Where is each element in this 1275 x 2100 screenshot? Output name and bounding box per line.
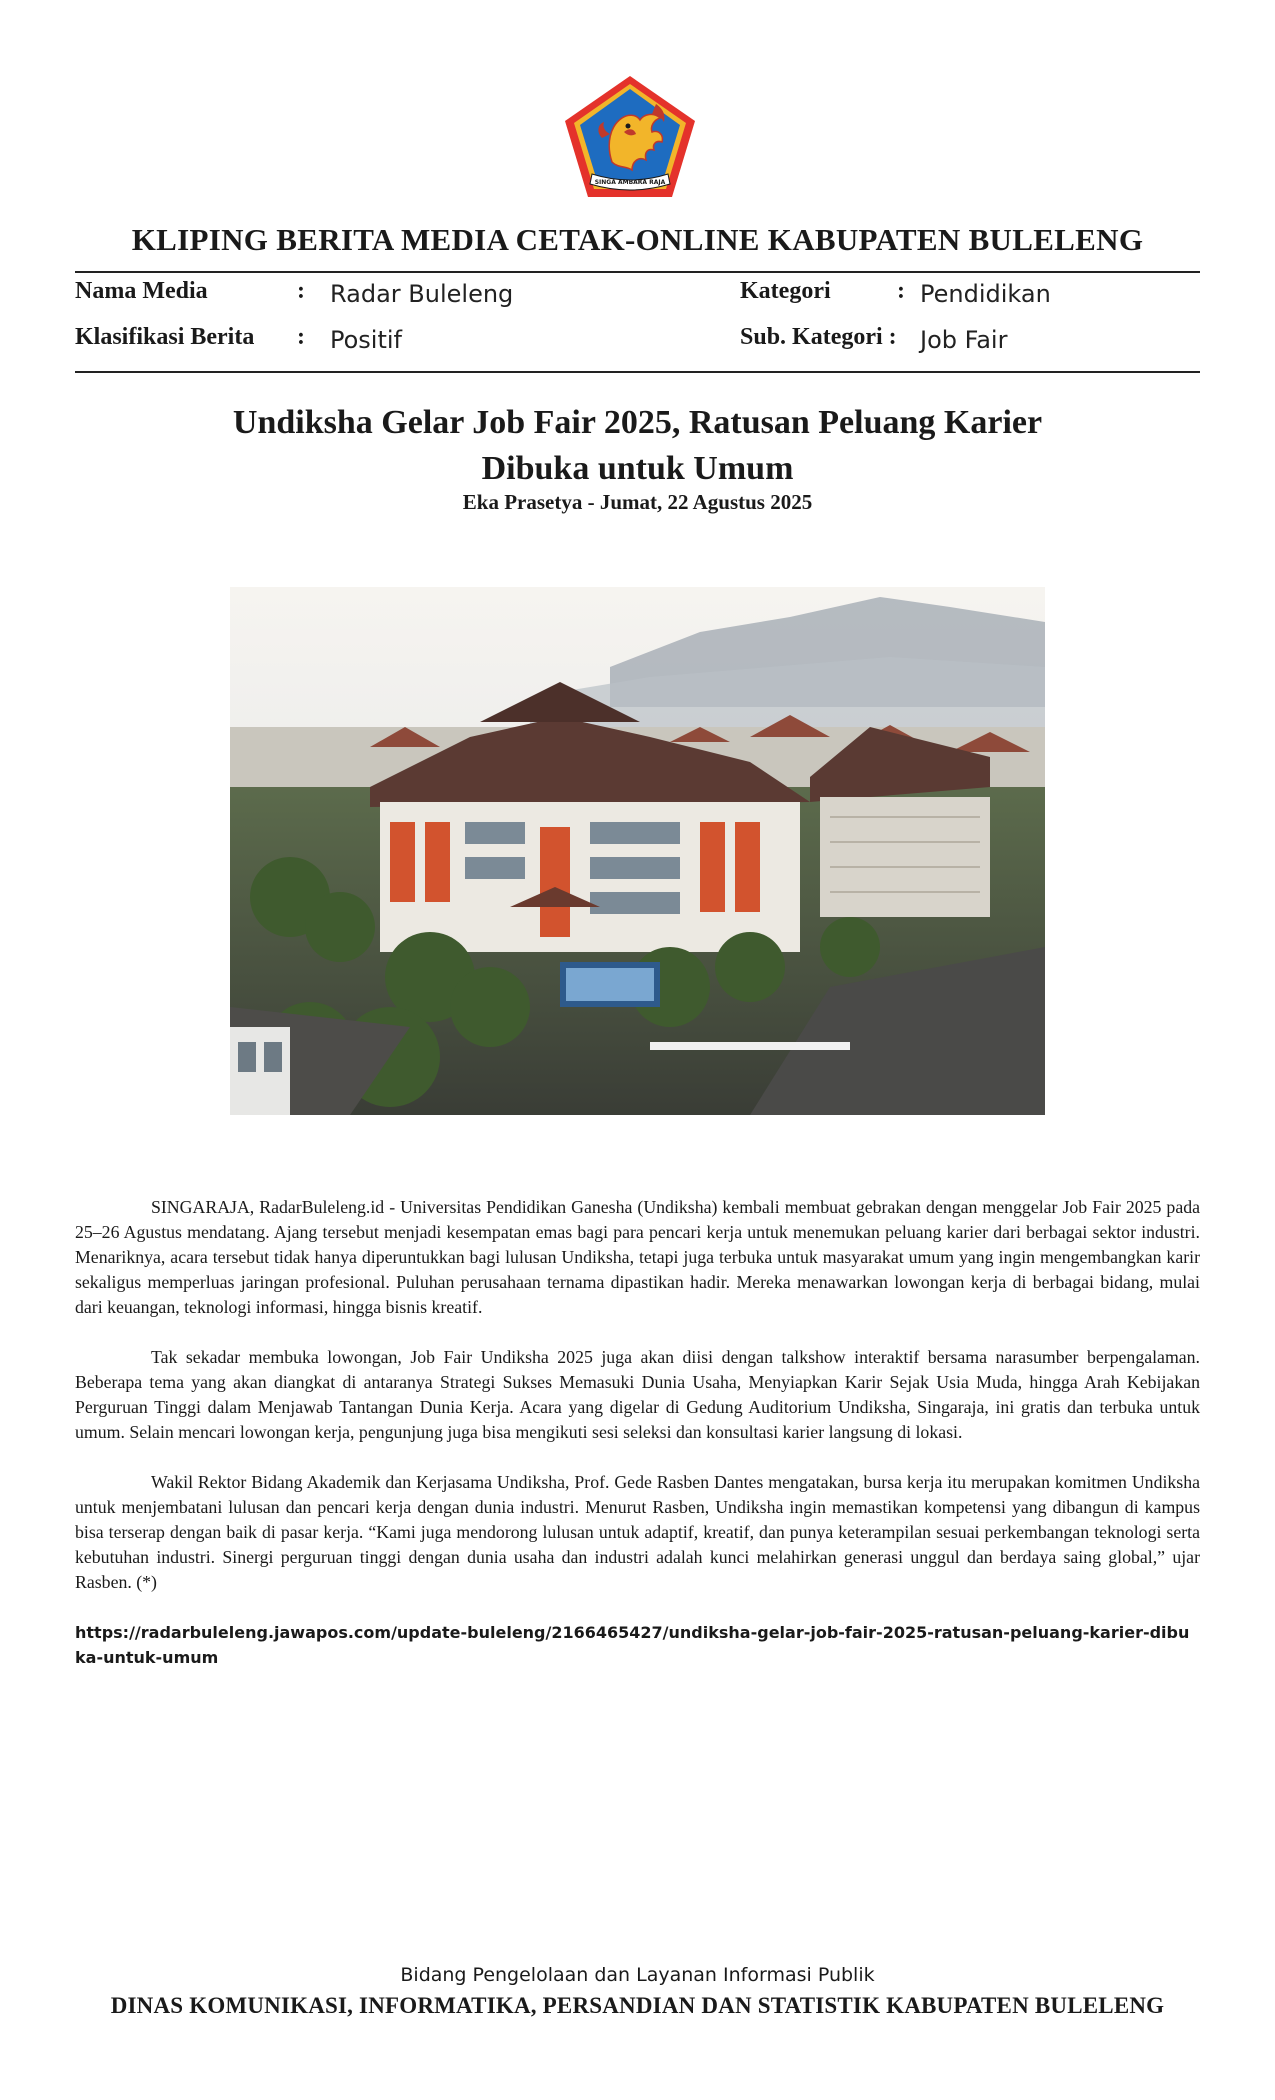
- kategori-value: Pendidikan: [920, 280, 1051, 308]
- article-paragraph-2: Tak sekadar membuka lowongan, Job Fair Undiksha 2025 juga akan diisi dengan talkshow interaktif bersama narasumber berpengalaman. Beberapa tema yang akan diangkat di antaranya Strategi Sukses Memasuki Dunia Usaha, Menyiapkan Karir Sejak Usia Muda, hingga Arah Kebijakan Perguruan Tinggi dalam Menjawab Tantangan Dunia Kerja. Acara yang digelar di Gedung Auditorium Undiksha, Singaraja, ini gratis dan terbuka untuk umum. Selain mencari lowongan kerja, pengunjung juga bisa mengikuti sesi seleksi dan konsultasi karier langsung di lokasi.: [75, 1347, 1200, 1442]
- kategori-colon: :: [897, 278, 905, 304]
- headline-line-1: Undiksha Gelar Job Fair 2025, Ratusan Peluang Karier: [232, 404, 1043, 441]
- headline-line-2: Dibuka untuk Umum: [481, 450, 794, 487]
- klasifikasi-colon: :: [297, 324, 305, 350]
- klasifikasi-label: Klasifikasi Berita: [75, 324, 255, 350]
- media-value: Radar Buleleng: [330, 280, 514, 308]
- buleleng-regency-emblem-icon: [562, 74, 698, 200]
- article-byline: Eka Prasetya - Jumat, 22 Agustus 2025: [462, 490, 813, 514]
- article-body: [75, 1195, 1200, 1695]
- kategori-label: Kategori: [740, 278, 831, 304]
- subkategori-label: Sub. Kategori :: [740, 324, 897, 350]
- media-colon: :: [297, 278, 305, 304]
- campus-building-photo-icon: [230, 587, 1045, 1115]
- media-label: Nama Media: [75, 278, 208, 304]
- header-divider-top: [75, 271, 1200, 273]
- klasifikasi-value: Positif: [330, 326, 402, 354]
- source-url-link[interactable]: https://radarbuleleng.jawapos.com/update-buleleng/2166465427/undiksha-gelar-job-fair-2025-ratusan-peluang-karier-dibuka-untuk-umum: [75, 1623, 1190, 1667]
- subkategori-value: Job Fair: [920, 326, 1008, 354]
- metadata-table: [75, 278, 1200, 368]
- article-paragraph-1: SINGARAJA, RadarBuleleng.id - Universitas Pendidikan Ganesha (Undiksha) kembali membuat gebrakan dengan menggelar Job Fair 2025 pada 25–26 Agustus mendatang. Ajang tersebut menjadi kesempatan emas bagi para pencari kerja untuk menemukan peluang karier dari berbagai sektor industri. Menariknya, acara tersebut tidak hanya diperuntukkan bagi lulusan Undiksha, tetapi juga terbuka untuk masyarakat umum yang ingin mengembangkan karir sekaligus memperluas jaringan profesional. Puluhan perusahaan ternama dipastikan hadir. Mereka menawarkan lowongan kerja di berbagai bidang, mulai dari keuangan, teknologi informasi, hingga bisnis kreatif.: [75, 1197, 1200, 1317]
- article-paragraph-3: Wakil Rektor Bidang Akademik dan Kerjasama Undiksha, Prof. Gede Rasben Dantes mengatakan, bursa kerja itu merupakan komitmen Undiksha untuk menjembatani lulusan dan pencari kerja dengan dunia industri. Menurut Rasben, Undiksha ingin memastikan kompetensi yang dibangun di kampus bisa terserap dengan baik di pasar kerja. “Kami juga mendorong lulusan untuk adaptif, kreatif, dan punya keterampilan sesuai perkembangan teknologi serta kebutuhan industri. Sinergi perguruan tinggi dengan dunia usaha dan industri adalah kunci melahirkan generasi unggul dan berdaya saing global,” ujar Rasben. (*): [75, 1472, 1200, 1592]
- footer-agency: DINAS KOMUNIKASI, INFORMATIKA, PERSANDIAN DAN STATISTIK KABUPATEN BULELENG: [110, 1993, 1165, 2018]
- footer-department: Bidang Pengelolaan dan Layanan Informasi Publik: [400, 1964, 875, 1986]
- clipping-title: KLIPING BERITA MEDIA CETAK-ONLINE KABUPATEN BULELENG: [131, 222, 1144, 257]
- emblem-motto: SINGA AMBARA RAJA: [594, 179, 666, 186]
- header-divider-bottom: [75, 371, 1200, 373]
- article-headline: [75, 400, 1200, 492]
